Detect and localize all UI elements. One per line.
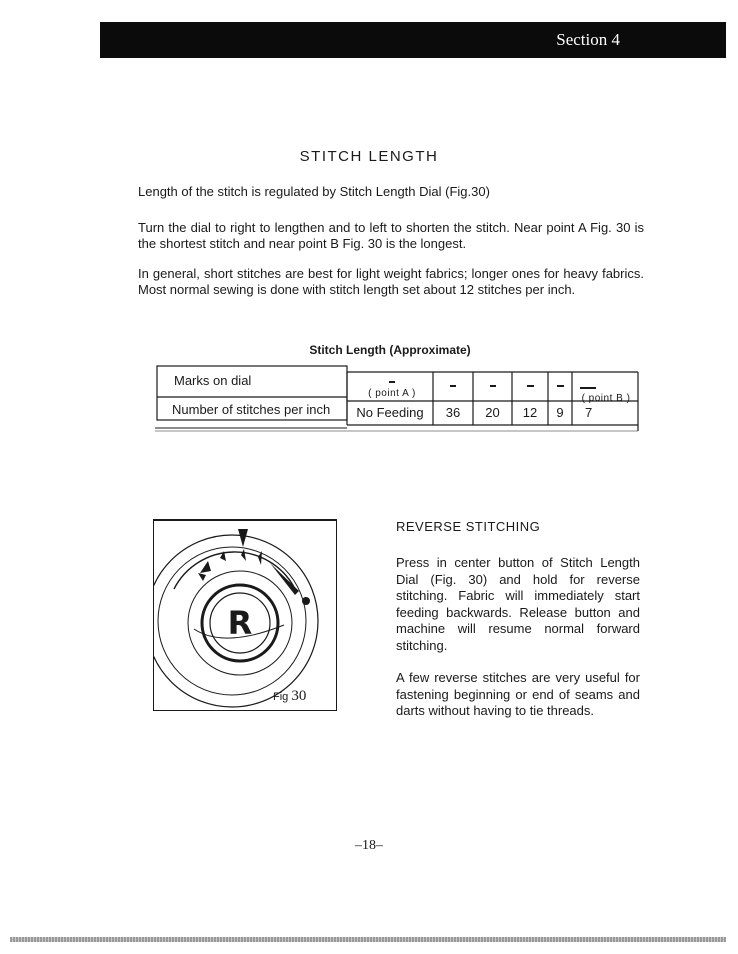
bottom-edge-bar [10,937,726,942]
dial-pointer-icon [238,529,248,547]
dial-mark-dash [450,385,456,387]
point-b-label: ( point B ) [581,393,631,404]
row-header-marks: Marks on dial [174,373,252,388]
dial-scale-mark [241,549,246,561]
page-number: –18– [355,838,383,853]
stitch-value-cell: 9 [556,405,564,420]
dial-mark-dash [580,387,596,389]
reverse-paragraph-2: A few reverse stitches are very useful for fastening beginning or end of seams and darts without having to tie threads. [396,670,640,718]
figure-30-box [153,519,337,711]
dial-mark-dash [490,385,496,387]
fabric-advice-paragraph: In general, short stitches are best for light weight fabrics; longer ones for heavy fabrics. Most normal sewing is done with stitch length set about 12 stitches per inch. [138,266,644,297]
stitch-value-cell: 20 [485,405,500,420]
dial-mark-dash [527,385,534,387]
point-a-label: ( point A ) [368,388,416,399]
dial-direction-paragraph: Turn the dial to right to lengthen and to left to shorten the stitch. Near point A Fig. 30 is the shortest stitch and near point B Fig. 30 is the longest. [138,220,644,251]
intro-paragraph: Length of the stitch is regulated by Stitch Length Dial (Fig.30) [138,184,490,199]
dial-scale-mark [258,551,262,565]
figure-caption-prefix: Fig [273,691,289,703]
dial-mark-dash [557,385,564,387]
figure-caption-number: 30 [291,688,307,704]
stitch-length-dial-illustration [154,521,338,713]
table-title: Stitch Length (Approximate) [309,343,471,357]
row-header-stitches: Number of stitches per inch [172,402,331,417]
page-title: STITCH LENGTH [299,148,439,165]
dial-mark-dash [389,381,395,383]
stitch-value-cell: 36 [445,405,461,420]
figure-caption [273,688,306,705]
stitch-value-cell: 12 [522,405,538,420]
dial-dot-mark [302,597,310,605]
reverse-r-letter: R [227,604,253,642]
stitch-value-cell: No Feeding [356,405,424,420]
reverse-paragraph-1: Press in center button of Stitch Length Dial (Fig. 30) and hold for reverse stitching. Fabric will immediately start feeding backwards. Release button and machine will resume normal forward stitching. [396,555,640,653]
dial-scale-mark [270,563,299,595]
stitch-value-cell: 7 [585,405,593,420]
reverse-stitching-title: REVERSE STITCHING [396,519,541,534]
dial-scale-mark [200,561,211,573]
section-label: Section 4 [556,30,620,49]
